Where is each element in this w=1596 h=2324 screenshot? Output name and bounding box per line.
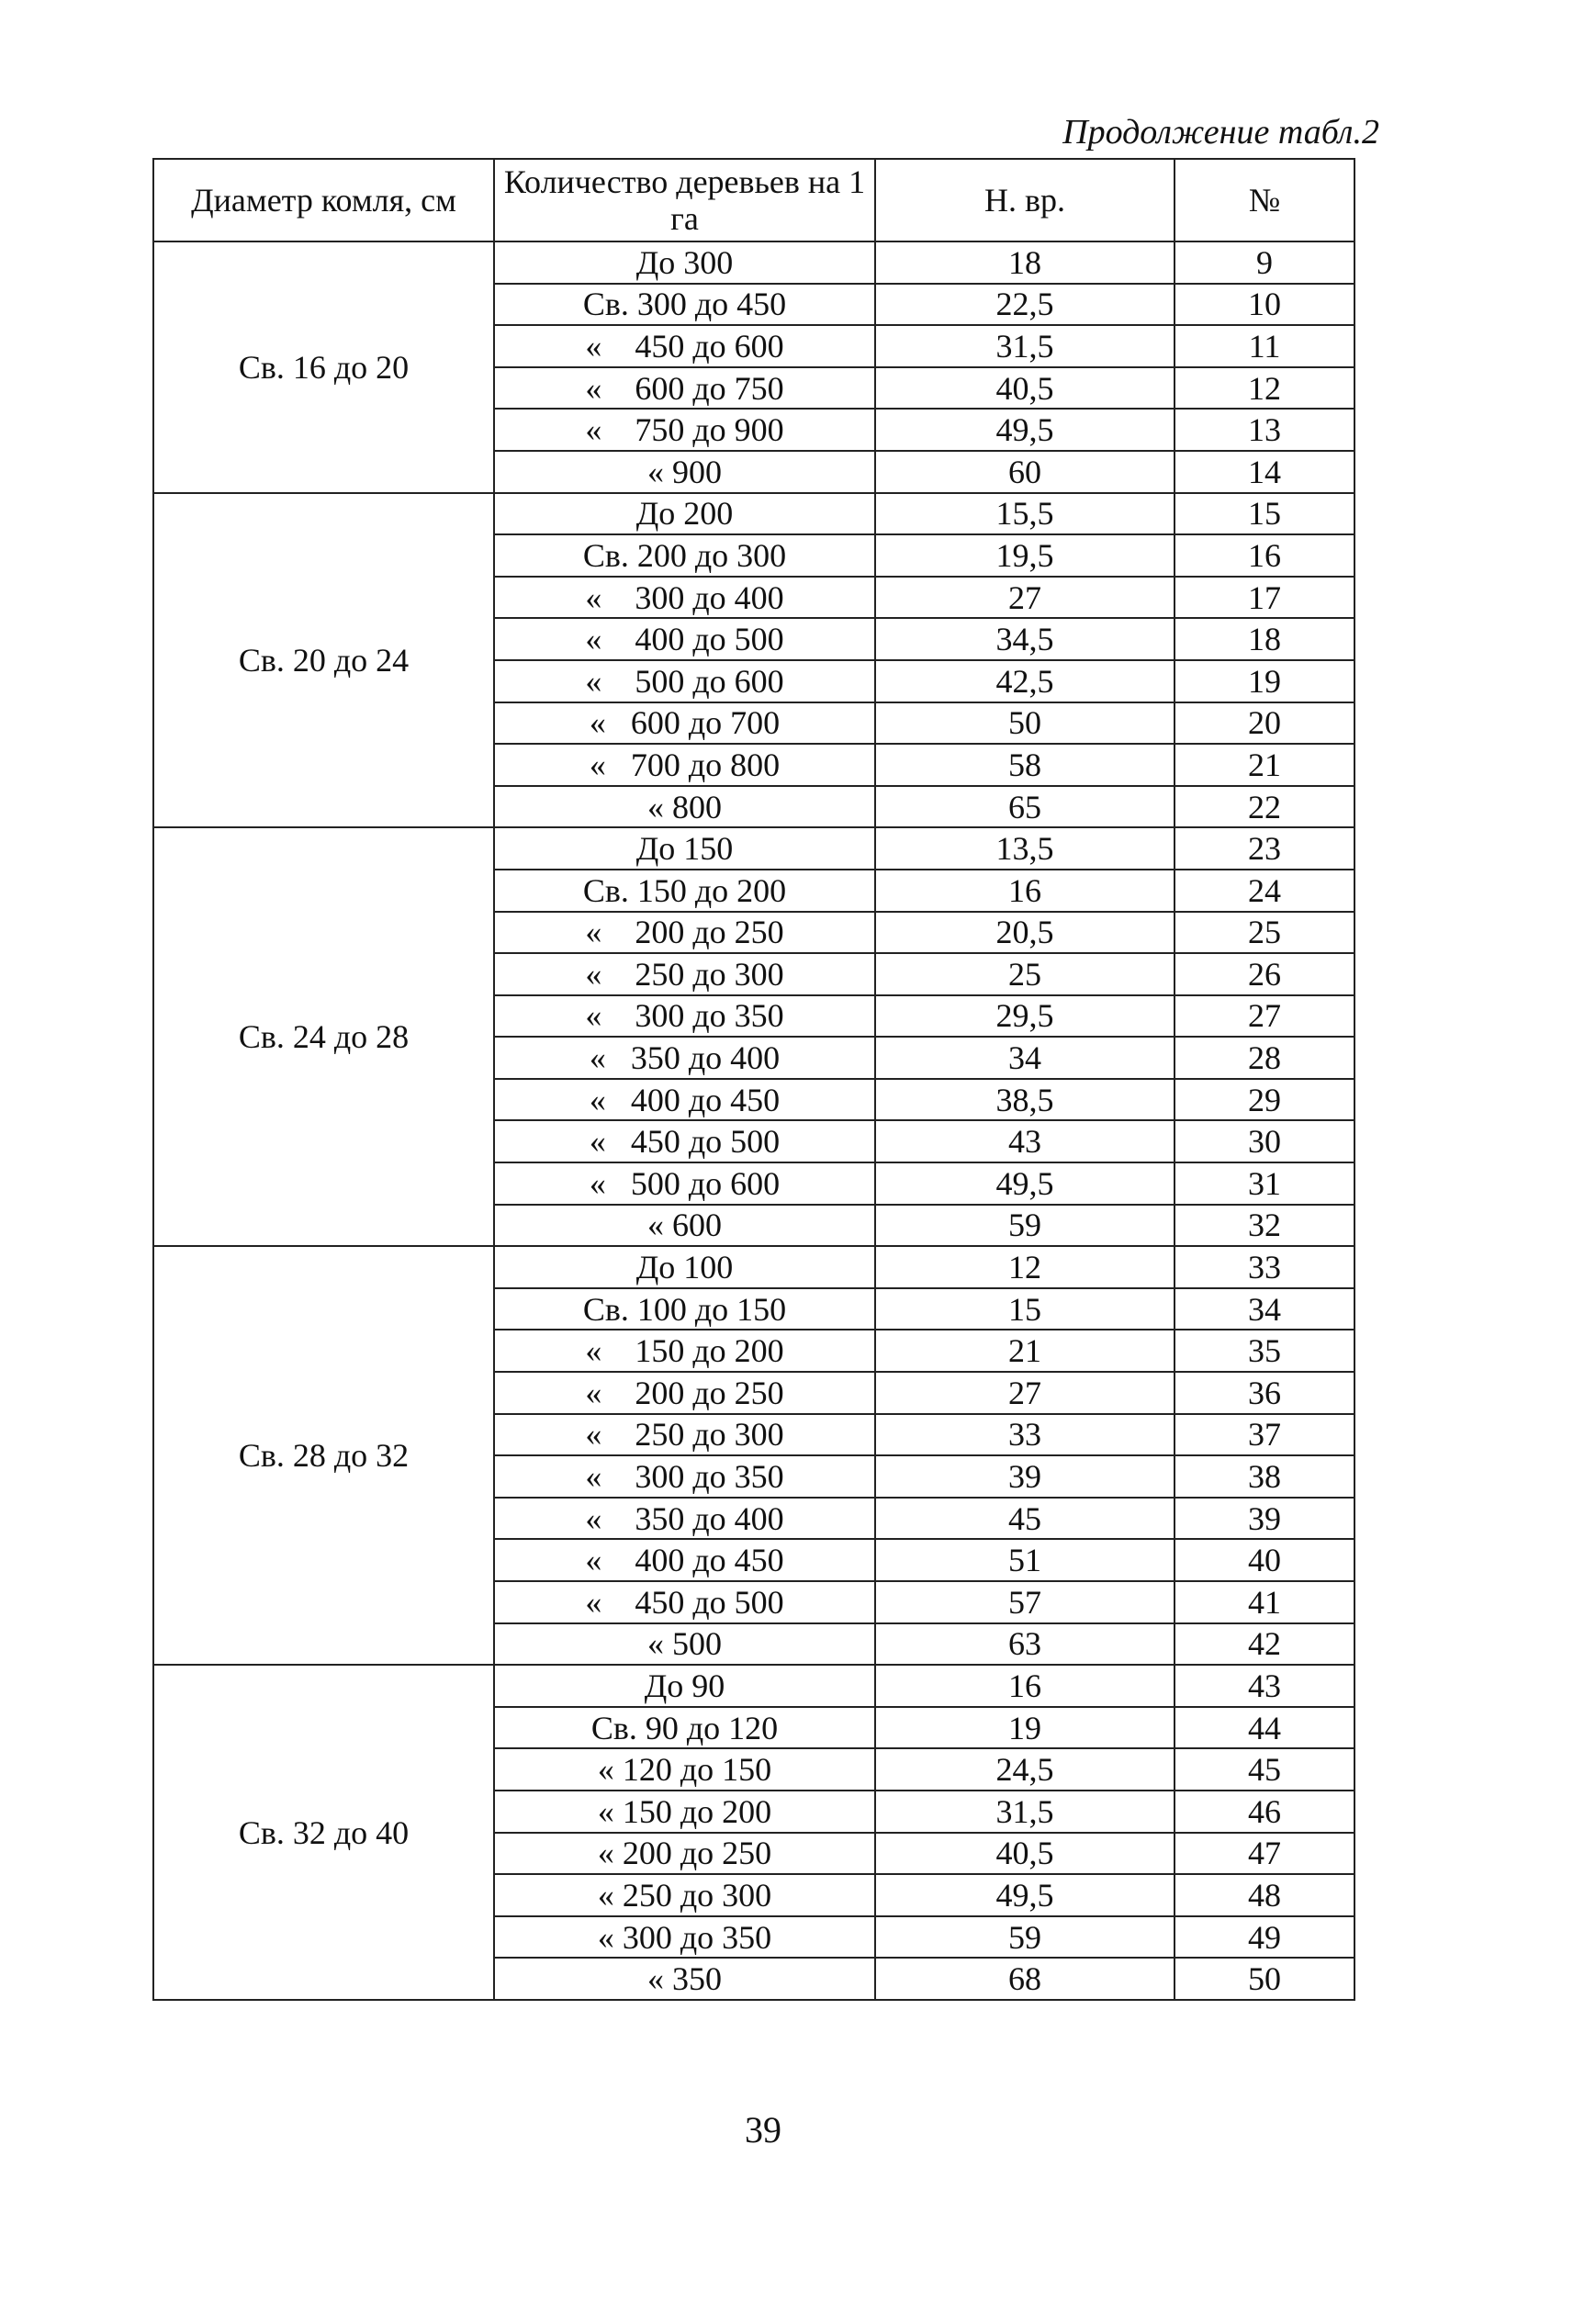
tree-count-cell: « 800	[494, 786, 875, 828]
time-norm-cell: 58	[875, 744, 1175, 786]
time-norm-cell: 21	[875, 1330, 1175, 1372]
tree-count-cell: « 500 до 600	[494, 1162, 875, 1205]
time-norm-cell: 51	[875, 1539, 1175, 1581]
row-number-cell: 9	[1175, 241, 1354, 284]
row-number-cell: 43	[1175, 1665, 1354, 1707]
tree-count-cell: « 300 до 350	[494, 1455, 875, 1498]
tree-count-cell: « 500	[494, 1623, 875, 1666]
diameter-group-cell: Св. 32 до 40	[153, 1665, 494, 2000]
table-header	[153, 159, 1354, 241]
row-number-cell: 16	[1175, 534, 1354, 577]
tree-count-cell: « 400 до 450	[494, 1539, 875, 1581]
row-number-cell: 33	[1175, 1246, 1354, 1288]
row-number-cell: 39	[1175, 1498, 1354, 1540]
tree-count-cell: « 250 до 300	[494, 1874, 875, 1916]
row-number-cell: 13	[1175, 409, 1354, 451]
time-norm-cell: 24,5	[875, 1748, 1175, 1791]
time-norm-cell: 42,5	[875, 660, 1175, 702]
row-number-cell: 48	[1175, 1874, 1354, 1916]
time-norm-cell: 20,5	[875, 912, 1175, 954]
row-number-cell: 15	[1175, 493, 1354, 535]
row-number-cell: 34	[1175, 1288, 1354, 1330]
row-number-cell: 31	[1175, 1162, 1354, 1205]
row-number-cell: 37	[1175, 1414, 1354, 1456]
row-number-cell: 12	[1175, 367, 1354, 410]
row-number-cell: 19	[1175, 660, 1354, 702]
tree-count-cell: « 900	[494, 451, 875, 493]
time-norm-cell: 59	[875, 1916, 1175, 1959]
time-norm-cell: 16	[875, 1665, 1175, 1707]
time-norm-cell: 29,5	[875, 995, 1175, 1038]
tree-count-cell: До 100	[494, 1246, 875, 1288]
row-number-cell: 50	[1175, 1958, 1354, 2000]
row-number-cell: 28	[1175, 1037, 1354, 1079]
time-norm-cell: 49,5	[875, 1874, 1175, 1916]
time-norm-cell: 63	[875, 1623, 1175, 1666]
row-number-cell: 40	[1175, 1539, 1354, 1581]
tree-count-cell: « 200 до 250	[494, 1372, 875, 1414]
tree-count-cell: « 300 до 350	[494, 995, 875, 1038]
time-norm-cell: 16	[875, 870, 1175, 912]
tree-count-cell: « 300 до 400	[494, 577, 875, 619]
tree-count-cell: Св. 90 до 120	[494, 1707, 875, 1749]
time-norm-cell: 19	[875, 1707, 1175, 1749]
row-number-cell: 32	[1175, 1205, 1354, 1247]
time-norm-cell: 19,5	[875, 534, 1175, 577]
tree-count-cell: « 120 до 150	[494, 1748, 875, 1791]
row-number-cell: 30	[1175, 1120, 1354, 1162]
row-number-cell: 27	[1175, 995, 1354, 1038]
time-norm-cell: 59	[875, 1205, 1175, 1247]
tree-count-cell: « 500 до 600	[494, 660, 875, 702]
table-body	[153, 241, 1354, 2000]
tree-count-cell: До 300	[494, 241, 875, 284]
header-diameter: Диаметр комля, см	[153, 159, 494, 241]
tree-count-cell: « 700 до 800	[494, 744, 875, 786]
tree-count-cell: « 350	[494, 1958, 875, 2000]
tree-count-cell: « 450 до 600	[494, 325, 875, 367]
tree-count-cell: « 600 до 750	[494, 367, 875, 410]
time-norm-cell: 68	[875, 1958, 1175, 2000]
header-tree-count: Количество деревьев на 1 га	[494, 159, 875, 241]
time-norm-cell: 40,5	[875, 1833, 1175, 1875]
time-norm-cell: 15	[875, 1288, 1175, 1330]
row-number-cell: 11	[1175, 325, 1354, 367]
row-number-cell: 21	[1175, 744, 1354, 786]
row-number-cell: 18	[1175, 618, 1354, 660]
time-norm-cell: 43	[875, 1120, 1175, 1162]
time-norm-cell: 27	[875, 577, 1175, 619]
page-number: 39	[745, 2109, 781, 2150]
header-time-norm: Н. вр.	[875, 159, 1175, 241]
tree-count-cell: « 400 до 450	[494, 1079, 875, 1121]
tree-count-cell: « 150 до 200	[494, 1330, 875, 1372]
row-number-cell: 17	[1175, 577, 1354, 619]
diameter-group-cell: Св. 16 до 20	[153, 241, 494, 493]
tree-count-cell: « 600	[494, 1205, 875, 1247]
row-number-cell: 20	[1175, 702, 1354, 745]
time-norm-cell: 15,5	[875, 493, 1175, 535]
tree-count-cell: « 450 до 500	[494, 1120, 875, 1162]
row-number-cell: 44	[1175, 1707, 1354, 1749]
tree-count-cell: « 200 до 250	[494, 912, 875, 954]
row-number-cell: 14	[1175, 451, 1354, 493]
row-number-cell: 47	[1175, 1833, 1354, 1875]
tree-count-cell: До 200	[494, 493, 875, 535]
time-norm-cell: 31,5	[875, 325, 1175, 367]
header-row	[153, 159, 1354, 241]
tree-count-cell: « 350 до 400	[494, 1037, 875, 1079]
table-row	[153, 241, 1354, 284]
time-norm-cell: 25	[875, 953, 1175, 995]
tree-count-cell: « 250 до 300	[494, 1414, 875, 1456]
row-number-cell: 36	[1175, 1372, 1354, 1414]
tree-count-cell: « 400 до 500	[494, 618, 875, 660]
row-number-cell: 42	[1175, 1623, 1354, 1666]
tree-count-cell: « 250 до 300	[494, 953, 875, 995]
time-norm-cell: 50	[875, 702, 1175, 745]
row-number-cell: 29	[1175, 1079, 1354, 1121]
time-norm-cell: 45	[875, 1498, 1175, 1540]
time-norm-cell: 33	[875, 1414, 1175, 1456]
row-number-cell: 35	[1175, 1330, 1354, 1372]
tree-count-cell: « 200 до 250	[494, 1833, 875, 1875]
time-norm-cell: 60	[875, 451, 1175, 493]
row-number-cell: 49	[1175, 1916, 1354, 1959]
time-norm-cell: 31,5	[875, 1791, 1175, 1833]
time-norm-cell: 34,5	[875, 618, 1175, 660]
row-number-cell: 24	[1175, 870, 1354, 912]
time-norm-cell: 12	[875, 1246, 1175, 1288]
row-number-cell: 46	[1175, 1791, 1354, 1833]
diameter-group-cell: Св. 24 до 28	[153, 827, 494, 1246]
row-number-cell: 41	[1175, 1581, 1354, 1623]
tree-count-cell: « 450 до 500	[494, 1581, 875, 1623]
time-norm-cell: 39	[875, 1455, 1175, 1498]
tree-count-cell: « 150 до 200	[494, 1791, 875, 1833]
time-norm-cell: 27	[875, 1372, 1175, 1414]
table-row	[153, 1665, 1354, 1707]
row-number-cell: 38	[1175, 1455, 1354, 1498]
time-norm-cell: 49,5	[875, 1162, 1175, 1205]
diameter-group-cell: Св. 28 до 32	[153, 1246, 494, 1665]
norms-table	[152, 158, 1355, 2001]
time-norm-cell: 57	[875, 1581, 1175, 1623]
row-number-cell: 45	[1175, 1748, 1354, 1791]
time-norm-cell: 18	[875, 241, 1175, 284]
tree-count-cell: « 300 до 350	[494, 1916, 875, 1959]
tree-count-cell: « 350 до 400	[494, 1498, 875, 1540]
row-number-cell: 25	[1175, 912, 1354, 954]
row-number-cell: 23	[1175, 827, 1354, 870]
table-caption: Продолжение табл.2	[1062, 113, 1379, 152]
tree-count-cell: До 90	[494, 1665, 875, 1707]
tree-count-cell: Св. 300 до 450	[494, 284, 875, 326]
row-number-cell: 22	[1175, 786, 1354, 828]
row-number-cell: 10	[1175, 284, 1354, 326]
tree-count-cell: Св. 100 до 150	[494, 1288, 875, 1330]
tree-count-cell: До 150	[494, 827, 875, 870]
row-number-cell: 26	[1175, 953, 1354, 995]
tree-count-cell: « 750 до 900	[494, 409, 875, 451]
header-number: №	[1175, 159, 1354, 241]
time-norm-cell: 38,5	[875, 1079, 1175, 1121]
diameter-group-cell: Св. 20 до 24	[153, 493, 494, 828]
time-norm-cell: 65	[875, 786, 1175, 828]
tree-count-cell: Св. 200 до 300	[494, 534, 875, 577]
tree-count-cell: « 600 до 700	[494, 702, 875, 745]
table-row	[153, 1246, 1354, 1288]
time-norm-cell: 22,5	[875, 284, 1175, 326]
tree-count-cell: Св. 150 до 200	[494, 870, 875, 912]
table-row	[153, 493, 1354, 535]
table-row	[153, 827, 1354, 870]
time-norm-cell: 34	[875, 1037, 1175, 1079]
time-norm-cell: 49,5	[875, 409, 1175, 451]
time-norm-cell: 40,5	[875, 367, 1175, 410]
time-norm-cell: 13,5	[875, 827, 1175, 870]
